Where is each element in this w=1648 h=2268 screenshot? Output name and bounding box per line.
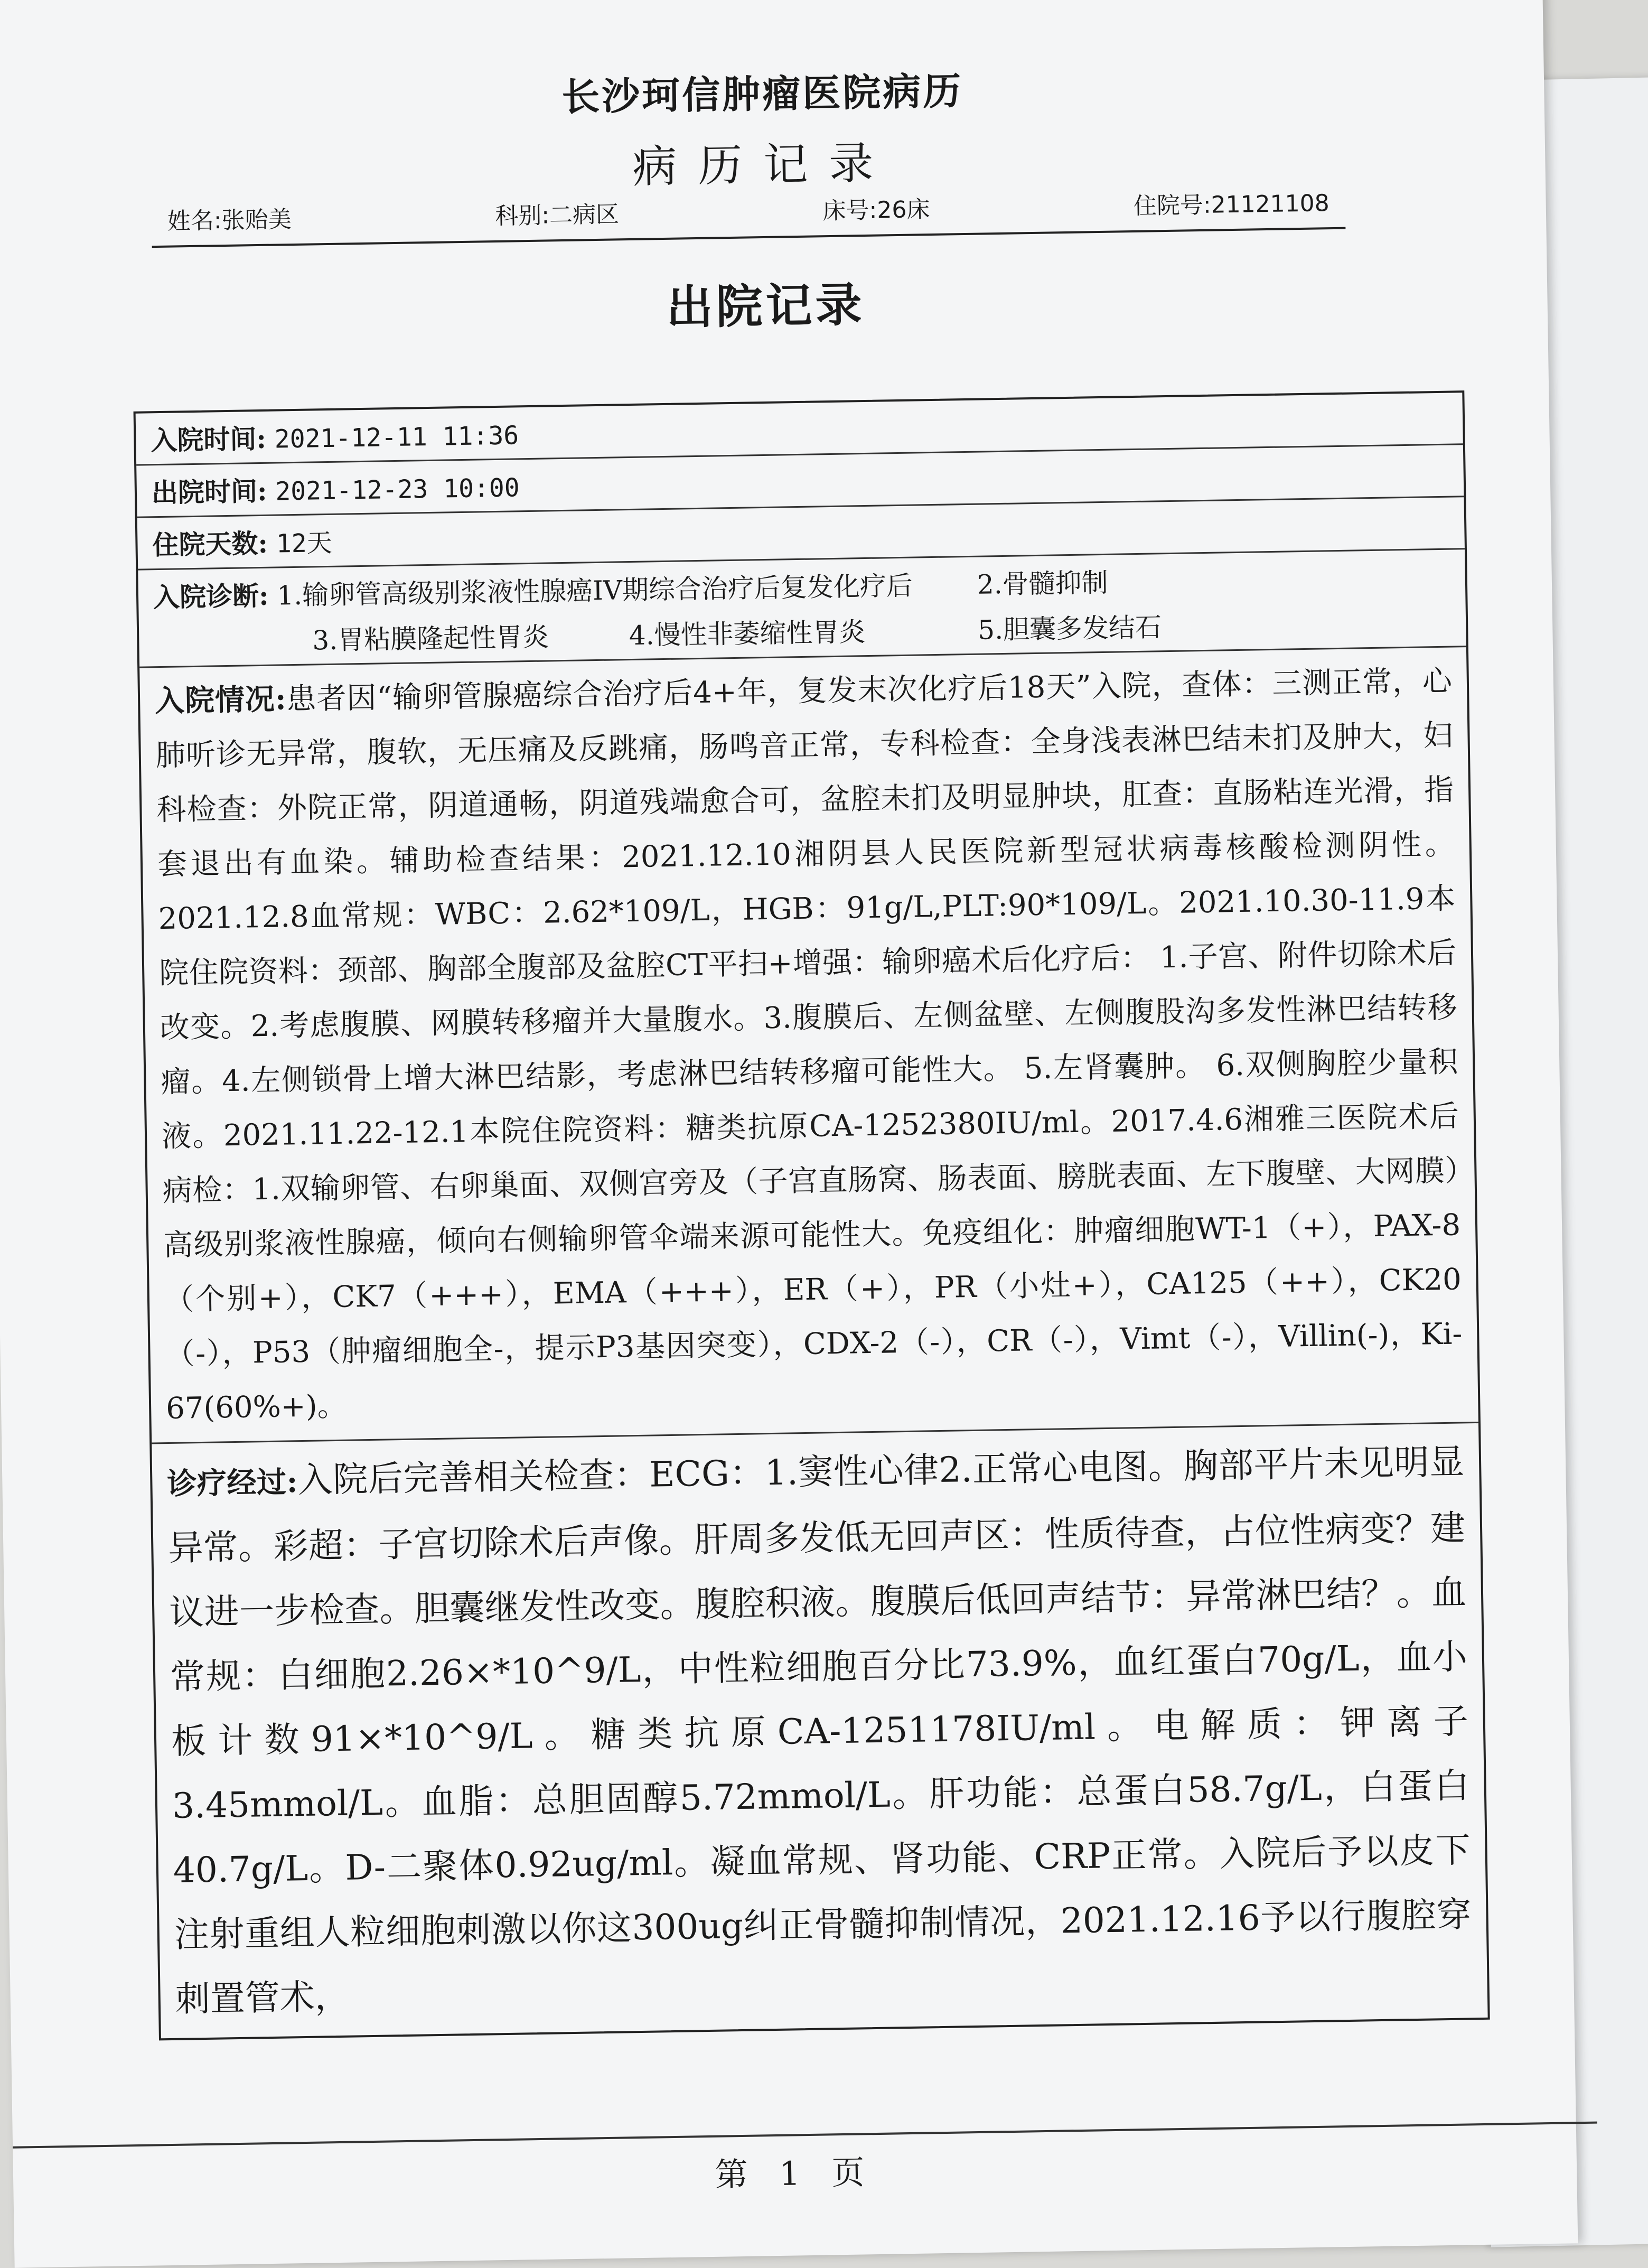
treatment-course-text: 入院后完善相关检查：ECG：1.窦性心律2.正常心电图。胸部平片未见明显异常。彩超：子宫切除术后声像。肝周多发低无回声区：性质待查，占位性病变？建议进一步检查。胆囊继发性改变。腹腔积液。腹膜后低回声结节：异常淋巴结？。血常规：白细胞2.26×*10^9/L，中性粒细胞百分比73.9%，血红蛋白70g/L，血小板计数91×*10^9/L。糖类抗原CA-1251178IU/ml。电解质：钾离子3.45mmol/L。血脂：总胆固醇5.72mmol/L。肝功能：总蛋白58.7g/L，白蛋白40.7g/L。D-二聚体0.92ug/ml。凝血常规、肾功能、CRP正常。入院后予以皮下注射重组人粒细胞刺激以你这300ug纠正骨髓抑制情况，2021.12.16予以行腹腔穿刺置管术，	[167, 1441, 1472, 2020]
treatment-course-paragraph	[166, 1430, 1473, 2031]
diagnosis-item: 5.胆囊多发结石	[977, 612, 1162, 646]
treatment-course-label: 诊疗经过:	[166, 1464, 298, 1501]
diagnosis-text: 1.输卵管高级别浆液性腺癌IV期综合治疗后复发化疗后	[276, 570, 913, 611]
discharge-time-value: 2021-12-23 10:00	[275, 473, 520, 507]
admission-status-label: 入院情况:	[154, 682, 287, 719]
admission-status-row	[139, 647, 1478, 1444]
discharge-record-table	[134, 390, 1490, 2040]
stay-days-value: 12天	[276, 528, 333, 559]
patient-name: 姓名:张贻美	[167, 206, 292, 235]
diagnosis-text: 3.胃粘膜隆起性胃炎	[312, 621, 549, 656]
diagnosis-text: 4.慢性非萎缩性胃炎	[629, 617, 866, 651]
hospital-name: 长沙珂信肿瘤医院病历	[561, 68, 963, 119]
admission-status-paragraph	[154, 654, 1463, 1436]
page-number: 第 1 页	[715, 2153, 876, 2194]
document-title: 出院记录	[666, 276, 866, 335]
diagnosis-item	[153, 564, 977, 614]
record-subtitle: 病历记录	[632, 137, 895, 193]
admission-status-text: 患者因“输卵管腺癌综合治疗后4+年，复发末次化疗后18天”入院，查体：三测正常，心肺听诊无异常，腹软，无压痛及反跳痛，肠鸣音正常，专科检查：全身浅表淋巴结未扪及肿大，妇科检查：外院正常，阴道通畅，阴道残端愈合可，盆腔未扪及明显肿块，肛查：直肠粘连光滑，指套退出有血染。辅助检查结果：2021.12.10湘阴县人民医院新型冠状病毒核酸检测阴性。2021.12.8血常规：WBC：2.62*109/L，HGB：91g/L,PLT:90*109/L。2021.10.30-11.9本院住院资料：颈部、胸部全腹部及盆腔CT平扫+增强：输卵癌术后化疗后： 1.子宫、附件切除术后改变。2.考虑腹膜、网膜转移瘤并大量腹水。3.腹膜后、左侧盆壁、左侧腹股沟多发性淋巴结转移瘤。4.左侧锁骨上增大淋巴结影，考虑淋巴结转移瘤可能性大。 5.左肾囊肿。 6.双侧胸腔少量积液。2021.11.22-12.1本院住院资料：糖类抗原CA-1252380IU/ml。2017.4.6湘雅三医院术后病检：1.双输卵管、右卵巢面、双侧宫旁及（子宫直肠窝、肠表面、膀胱表面、左下腹壁、大网膜）高级别浆液性腺癌，倾向右侧输卵管伞端来源可能性大。免疫组化：肿瘤细胞WT-1（+），PAX-8（个别+），CK7（+++），EMA（+++），ER（+），PR（小灶+），CA125（++），CK20（-），P53（肿瘤细胞全-，提示P3基因突变），CDX-2（-），CR（-），Vimt（-），Villin(-)，Ki-67(60%+)。	[155, 664, 1463, 1426]
diagnosis-list	[153, 556, 1451, 660]
diagnosis-label: 入院诊断:	[153, 580, 269, 613]
stay-days-label: 住院天数:	[152, 527, 268, 561]
admit-time-value: 2021-12-11 11:36	[274, 421, 519, 454]
department: 科别:二病区	[494, 201, 620, 230]
diagnosis-item	[154, 609, 978, 660]
admit-time-label: 入院时间:	[150, 423, 267, 456]
treatment-course-row	[152, 1423, 1487, 2038]
diagnosis-item: 2.骨髓抑制	[977, 567, 1109, 600]
bed-number: 床号:26床	[822, 196, 930, 225]
discharge-time-label: 出院时间:	[151, 475, 267, 509]
admission-number: 住院号:21121108	[1133, 190, 1330, 220]
